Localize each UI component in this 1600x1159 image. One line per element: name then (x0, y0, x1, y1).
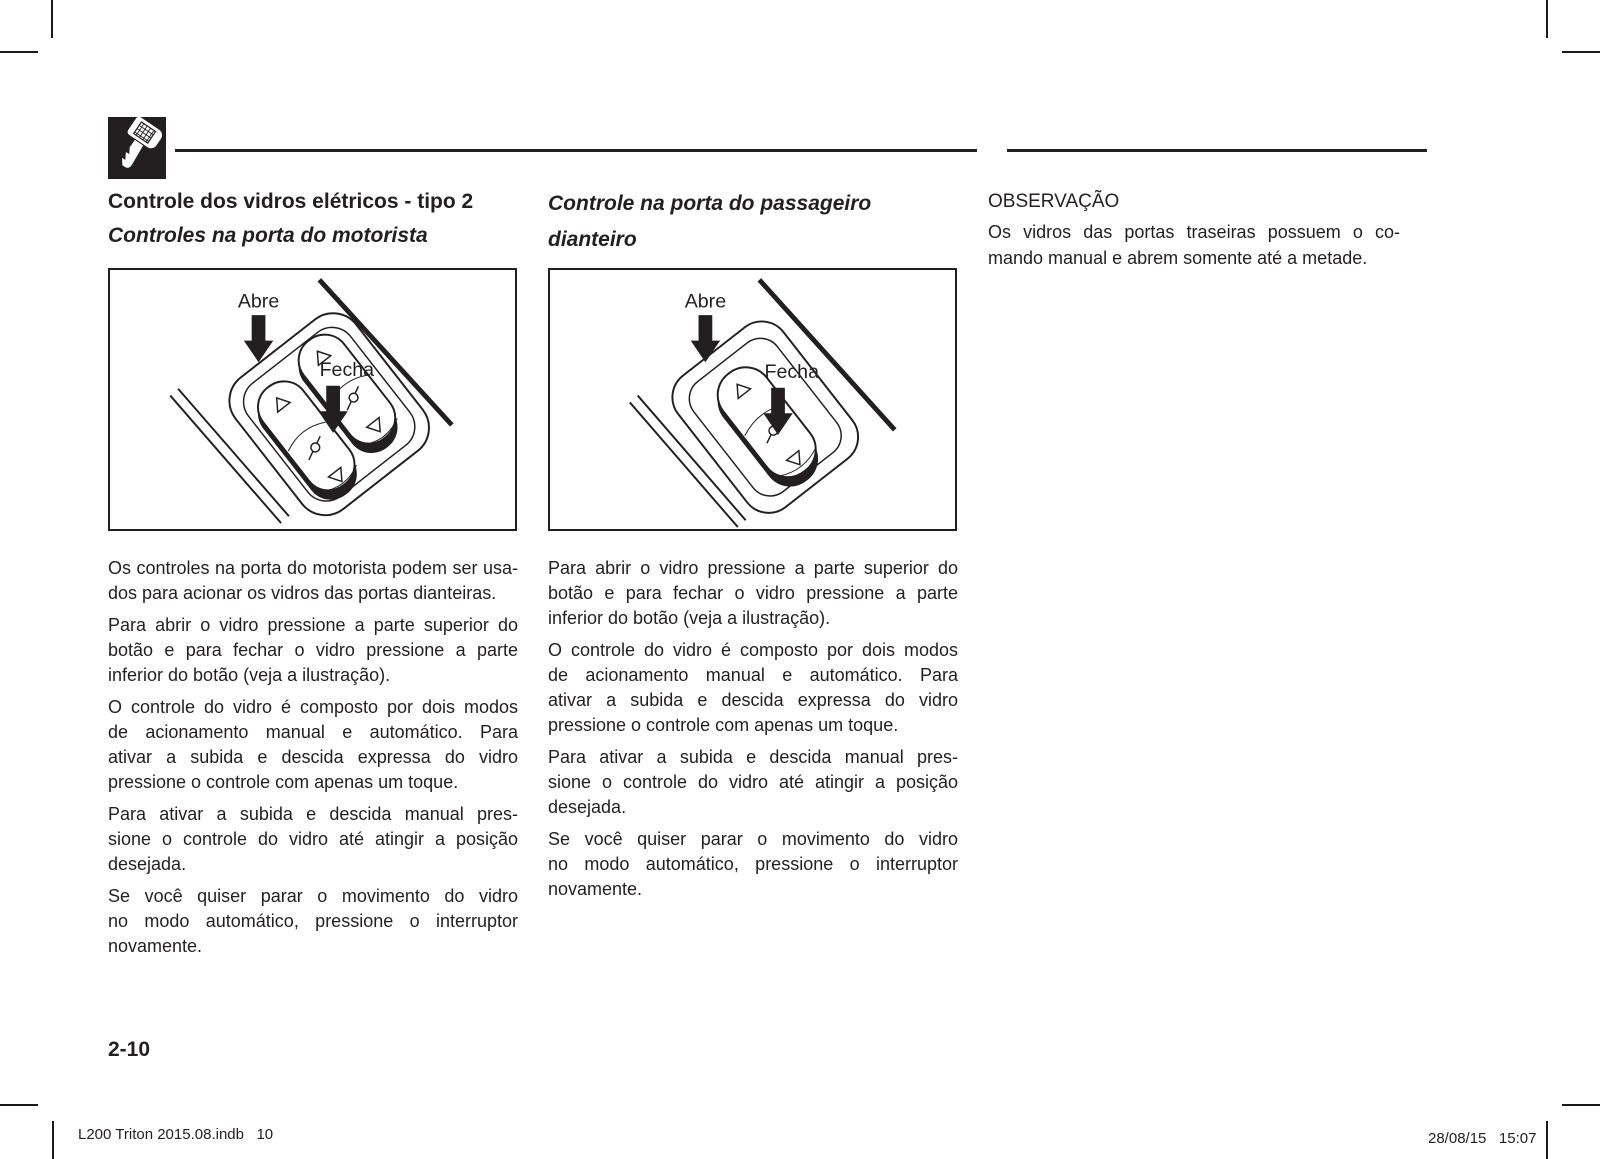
label-open: Abre (237, 290, 280, 313)
passenger-switch-illustration (550, 270, 955, 529)
paragraph: Para ativar a subida e descida manual pres- sione o controle do vidro até atingir a posição desejada. (548, 747, 958, 817)
key-icon (108, 117, 166, 179)
crop-mark (1562, 51, 1600, 53)
paragraph: Para abrir o vidro pressione a parte superior do botão e para fechar o vidro pressione a parte inferior do botão (veja a ilustração). (108, 615, 518, 685)
header-rule-left (175, 149, 977, 152)
paragraph: Para ativar a subida e descida manual pres- sione o controle do vidro até atingir a posição desejada. (108, 804, 518, 874)
crop-mark (1546, 1121, 1548, 1159)
crop-mark (52, 1121, 54, 1159)
section-subtitle: Controles na porta do motorista (108, 224, 428, 247)
crop-mark (0, 51, 38, 53)
crop-mark (51, 0, 53, 38)
figure-driver-door-switches (108, 268, 517, 531)
section-title: Controle dos vidros elétricos - tipo 2 (108, 190, 474, 213)
section-title-passenger: Controle na porta do passageiro dianteiro (548, 192, 872, 251)
footer-file-info: L200 Triton 2015.08.indb 10 (78, 1126, 274, 1143)
paragraph: Se você quiser parar o movimento do vidro no modo automático, pressione o interruptor novamente. (108, 886, 518, 956)
label-close: Fecha (319, 358, 375, 381)
label-close: Fecha (764, 360, 820, 383)
note-title: OBSERVAÇÃO (988, 191, 1120, 212)
header-rule-right (1007, 149, 1427, 152)
body-text-passenger (548, 556, 958, 909)
crop-mark (1546, 0, 1548, 38)
paragraph: O controle do vidro é composto por dois modos de acionamento manual e automático. Para ativar a subida e descida expressa do vidro pressione o controle com apenas um toque. (108, 697, 518, 792)
note-text: Os vidros das portas traseiras possuem o co- mando manual e abrem somente até a metade. (988, 222, 1400, 268)
paragraph: Para abrir o vidro pressione a parte superior do botão e para fechar o vidro pressione a parte inferior do botão (veja a ilustração). (548, 558, 958, 628)
page-number: 2-10 (108, 1038, 151, 1061)
paragraph: Os controles na porta do motorista podem ser usa- dos para acionar os vidros das portas dianteiras. (108, 558, 518, 603)
paragraph: Se você quiser parar o movimento do vidro no modo automático, pressione o interruptor novamente. (548, 829, 958, 899)
crop-mark (1562, 1104, 1600, 1106)
paragraph: O controle do vidro é composto por dois modos de acionamento manual e automático. Para ativar a subida e descida expressa do vidro pressione o controle com apenas um toque. (548, 640, 958, 735)
body-text-driver (108, 556, 518, 966)
figure-passenger-door-switch (548, 268, 957, 531)
driver-switch-illustration (110, 270, 515, 529)
crop-mark (0, 1104, 38, 1106)
label-open: Abre (684, 290, 727, 313)
footer-timestamp: 28/08/15 15:07 (1428, 1130, 1537, 1147)
